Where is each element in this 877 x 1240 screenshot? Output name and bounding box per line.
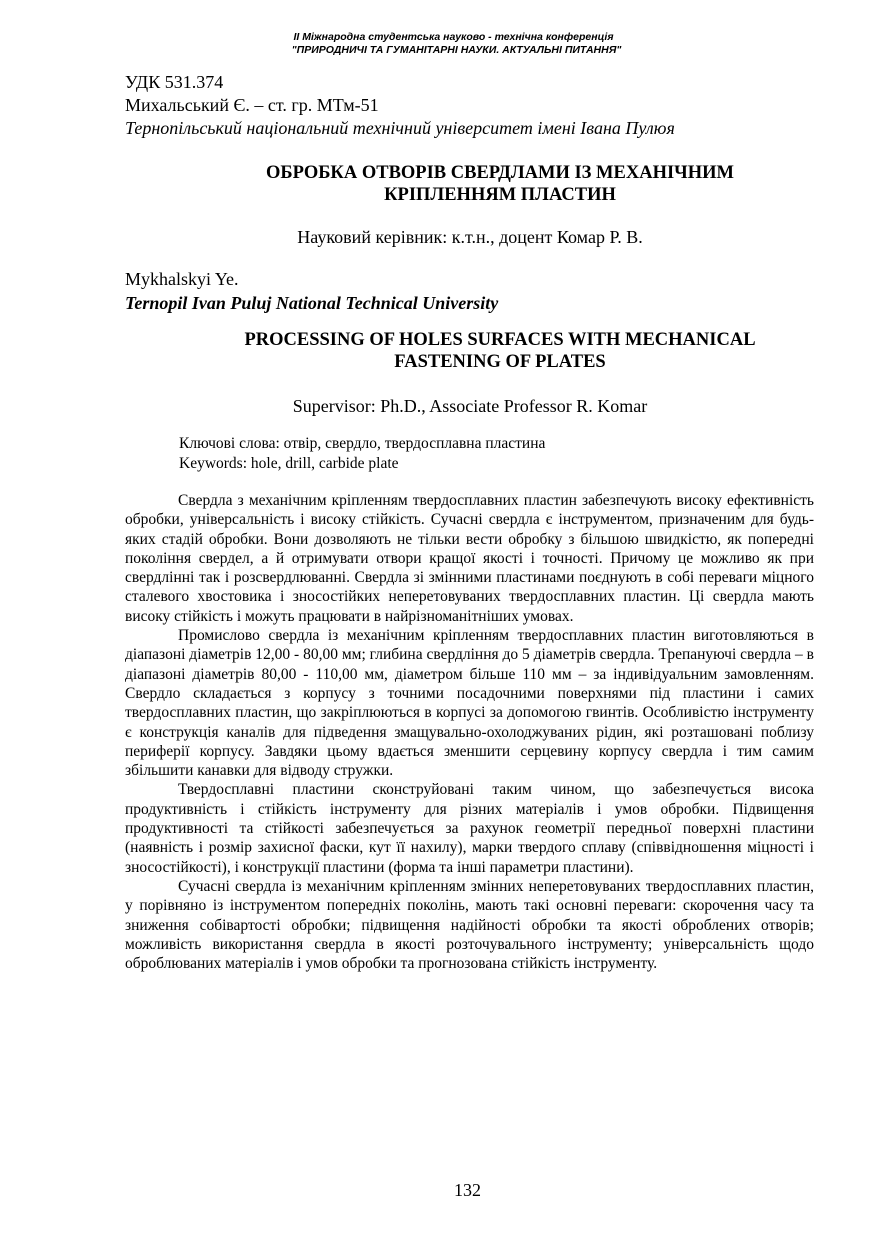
university-ua: Тернопільський національний технічний університет імені Івана Пулюя: [125, 118, 675, 138]
title-ua-line1: ОБРОБКА ОТВОРІВ СВЕРДЛАМИ ІЗ МЕХАНІЧНИМ: [266, 163, 734, 183]
title-en: [180, 329, 820, 373]
author-ua: Михальський Є. – ст. гр. МТм-51: [125, 95, 379, 115]
body-text: [125, 491, 814, 973]
author-block-en: [125, 267, 498, 315]
supervisor-ua: Науковий керівник: к.т.н., доцент Комар Р. В.: [297, 227, 643, 247]
udk-code: УДК 531.374: [125, 72, 224, 92]
paragraph: Свердла з механічним кріпленням твердосплавних пластин забезпечують високу ефективність обробки, універсальність і високу стійкість. Сучасні свердла є інструментом, призначеним для будь-яких стадій обробки. Вони дозволяють не тільки вести обробку з більшою швидкістю, як попередні покоління свердел, а й отримувати отвори кращої якості і точності. Причому це можливо як при свердлінні так і розсвердлюванні. Свердла зі змінними пластинами поєднують в собі переваги міцного сталевого хвостовика і зносостійких неперетовуваних твердосплавних пластин. Ці свердла мають високу стійкість і можуть працювати в найрізноманітніших умовах.: [125, 492, 814, 625]
paragraph: Сучасні свердла із механічним кріпленням змінних неперетовуваних твердосплавних пластин, у порівняно із інструментом попередніх поколінь, мають такі основні переваги: скорочення часу та зниження собівартості обробки; підвищення надійності обробки та якості оброблених отворів; можливість використання свердла в якості розточувального інструменту; універсальність щодо оброблюваних матеріалів і умов обробки та прогнозована стійкість інструменту.: [125, 877, 814, 973]
author-block-ua: [125, 71, 675, 140]
title-en-line2: FASTENING OF PLATES: [394, 352, 606, 372]
conference-theme: "ПРИРОДНИЧІ ТА ГУМАНІТАРНІ НАУКИ. АКТУАЛЬНІ ПИТАННЯ": [291, 43, 622, 56]
conference-header: [0, 31, 877, 56]
supervisor-en: Supervisor: Ph.D., Associate Professor R. Komar: [292, 396, 648, 416]
keywords-block: [179, 434, 545, 474]
keywords-en: Keywords: hole, drill, carbide plate: [179, 455, 399, 472]
paragraph: Твердосплавні пластини сконструйовані таким чином, що забезпечується висока продуктивність і стійкість інструменту для різних матеріалів і умов обробки. Підвищення продуктивності та стійкості забезпечується за рахунок геометрії передньої поверхні пластини (наявність і розмір захисної фаски, кут її нахилу), марки твердого сплаву (співвідношення міцності і зносостійкості), і конструкції пластини (форма та інші параметри пластини).: [125, 781, 814, 876]
keywords-ua: Ключові слова: отвір, свердло, твердосплавна пластина: [179, 435, 546, 452]
university-en: Ternopil Ivan Puluj National Technical University: [125, 293, 499, 313]
title-en-line1: PROCESSING OF HOLES SURFACES WITH MECHANICAL: [244, 330, 756, 350]
title-ua: [180, 162, 820, 206]
page-number: 132: [454, 1180, 481, 1200]
title-ua-line2: КРІПЛЕННЯМ ПЛАСТИН: [384, 185, 616, 205]
conference-name: ІІ Міжнародна студентська науково - технічна конференція: [293, 31, 614, 43]
author-en: Mykhalskyi Ye.: [125, 269, 239, 289]
paragraph: Промислово свердла із механічним кріпленням твердосплавних пластин виготовляються в діапазоні діаметрів 12,00 - 80,00 мм; глибина свердління до 5 діаметрів свердла. Трепануючі свердла – в діапазоні діаметрів 80,00 - 110,00 мм, діаметром більше 110 мм – за індивідуальним замовленням. Свердло складається з корпусу з точними посадочними поверхнями під пластини і самих твердосплавних пластин, що закріплюються в корпусі за допомогою гвинтів. Особливістю інструменту є конструкція каналів для підведення змащувально-охолоджуваних рідин, які розташовані поблизу периферії корпусу. Завдяки цьому вдається зменшити серцевину корпусу свердла і тим самим збільшити канавки для відводу стружки.: [125, 627, 814, 780]
